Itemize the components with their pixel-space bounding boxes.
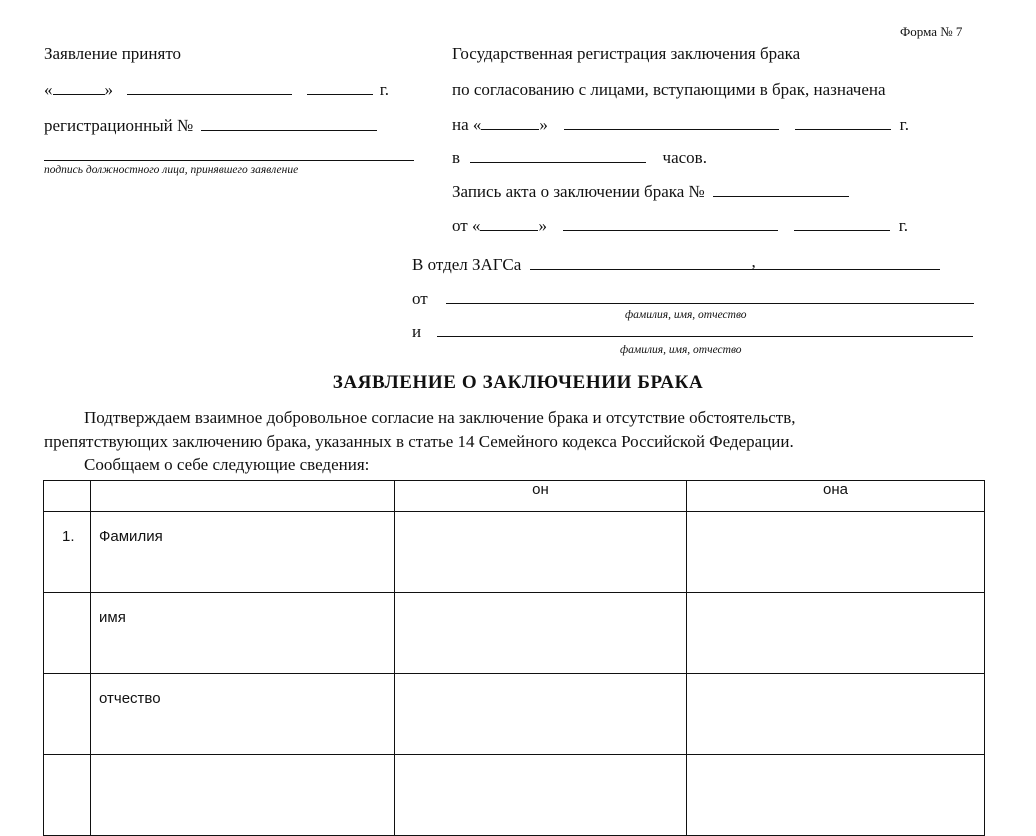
info-intro: Сообщаем о себе следующие сведения: — [84, 455, 370, 474]
section-number-cell — [44, 674, 91, 755]
close-quote: » — [538, 216, 547, 235]
he-patronymic-cell[interactable] — [395, 674, 687, 755]
and-line — [412, 322, 973, 342]
table-row-patronymic — [44, 674, 985, 755]
record-day-field[interactable] — [480, 216, 538, 231]
table-header-row — [44, 481, 985, 512]
registration-line-2: по согласованию с лицами, вступающими в брак, назначена — [452, 80, 886, 99]
from-line — [412, 289, 974, 309]
scheduled-year-field[interactable] — [795, 115, 891, 130]
field-label-cell — [91, 593, 395, 674]
on-label: на « — [452, 115, 482, 134]
comma: , — [751, 252, 756, 271]
reg-number-line — [44, 116, 377, 136]
header-she: она — [687, 481, 985, 512]
open-quote: « — [44, 80, 53, 99]
applicant-1-name-field[interactable] — [446, 289, 974, 304]
field-label-cell — [91, 512, 395, 593]
table-row-surname — [44, 512, 985, 593]
reg-number-label: регистрационный № — [44, 116, 194, 135]
zags-name-field[interactable] — [530, 252, 940, 271]
he-surname-cell[interactable] — [395, 512, 687, 593]
field-label-cell — [91, 674, 395, 755]
consent-line-2: препятствующих заключению брака, указанных в статье 14 Семейного кодекса Российской Федерации. — [44, 432, 794, 451]
to-zags-label: В отдел ЗАГСа — [412, 255, 522, 274]
scheduled-month-field[interactable] — [564, 115, 779, 130]
year-suffix: г. — [379, 80, 390, 99]
applicant-info-table — [43, 480, 985, 836]
section-number-cell — [44, 512, 91, 593]
form-number: Форма № 7 — [900, 24, 963, 39]
he-name-cell[interactable] — [395, 593, 687, 674]
name-caption-1: фамилия, имя, отчество — [625, 309, 747, 321]
signature-caption: подпись должностного лица, принявшего заявление — [44, 164, 299, 176]
registration-line-1: Государственная регистрация заключения брака — [452, 44, 801, 63]
record-date-line — [452, 216, 908, 236]
header-he: он — [395, 481, 687, 512]
year-suffix: г. — [899, 115, 909, 134]
record-year-field[interactable] — [794, 216, 890, 231]
scheduled-hours-field[interactable] — [470, 148, 646, 163]
surname-label: Фамилия — [99, 528, 163, 545]
year-suffix: г. — [898, 216, 909, 235]
record-label: Запись акта о заключении брака № — [452, 182, 705, 201]
table-row-next — [44, 755, 985, 836]
header-field-cell — [91, 481, 395, 512]
record-month-field[interactable] — [563, 216, 778, 231]
she-cell[interactable] — [687, 755, 985, 836]
patronymic-label: отчество — [99, 690, 161, 707]
scheduled-time-line — [452, 148, 707, 168]
and-label: и — [412, 322, 422, 341]
she-patronymic-cell[interactable] — [687, 674, 985, 755]
section-number: 1. — [62, 528, 75, 545]
record-number-field[interactable] — [713, 182, 849, 197]
accepted-year-field[interactable] — [307, 80, 373, 95]
applicant-2-name-field[interactable] — [437, 322, 973, 337]
she-surname-cell[interactable] — [687, 512, 985, 593]
section-number-cell — [44, 755, 91, 836]
from-label: от « — [452, 216, 481, 235]
scheduled-day-field[interactable] — [481, 115, 539, 130]
consent-line-1: Подтверждаем взаимное добровольное согласие на заключение брака и отсутствие обстоятельств, — [84, 408, 796, 427]
table-row-name — [44, 593, 985, 674]
accepted-label: Заявление принято — [44, 44, 182, 63]
reg-number-field[interactable] — [201, 116, 377, 131]
he-cell[interactable] — [395, 755, 687, 836]
close-quote: » — [539, 115, 548, 134]
field-label-cell — [91, 755, 395, 836]
hours-label: часов. — [662, 148, 707, 167]
section-number-cell — [44, 593, 91, 674]
document-title: ЗАЯВЛЕНИЕ О ЗАКЛЮЧЕНИИ БРАКА — [332, 372, 704, 393]
name-caption-2: фамилия, имя, отчество — [620, 344, 742, 356]
accepted-day-field[interactable] — [53, 80, 105, 95]
record-line — [452, 182, 849, 202]
scheduled-date-line — [452, 115, 909, 135]
name-label: имя — [99, 609, 126, 626]
she-name-cell[interactable] — [687, 593, 985, 674]
accepted-date-line — [44, 80, 389, 100]
from-label: от — [412, 289, 428, 308]
close-quote: » — [104, 80, 113, 99]
header-number-cell — [44, 481, 91, 512]
accepted-month-field[interactable] — [127, 80, 292, 95]
signature-line[interactable] — [44, 160, 414, 161]
at-label: в — [452, 148, 461, 167]
addressee-line — [412, 252, 940, 275]
